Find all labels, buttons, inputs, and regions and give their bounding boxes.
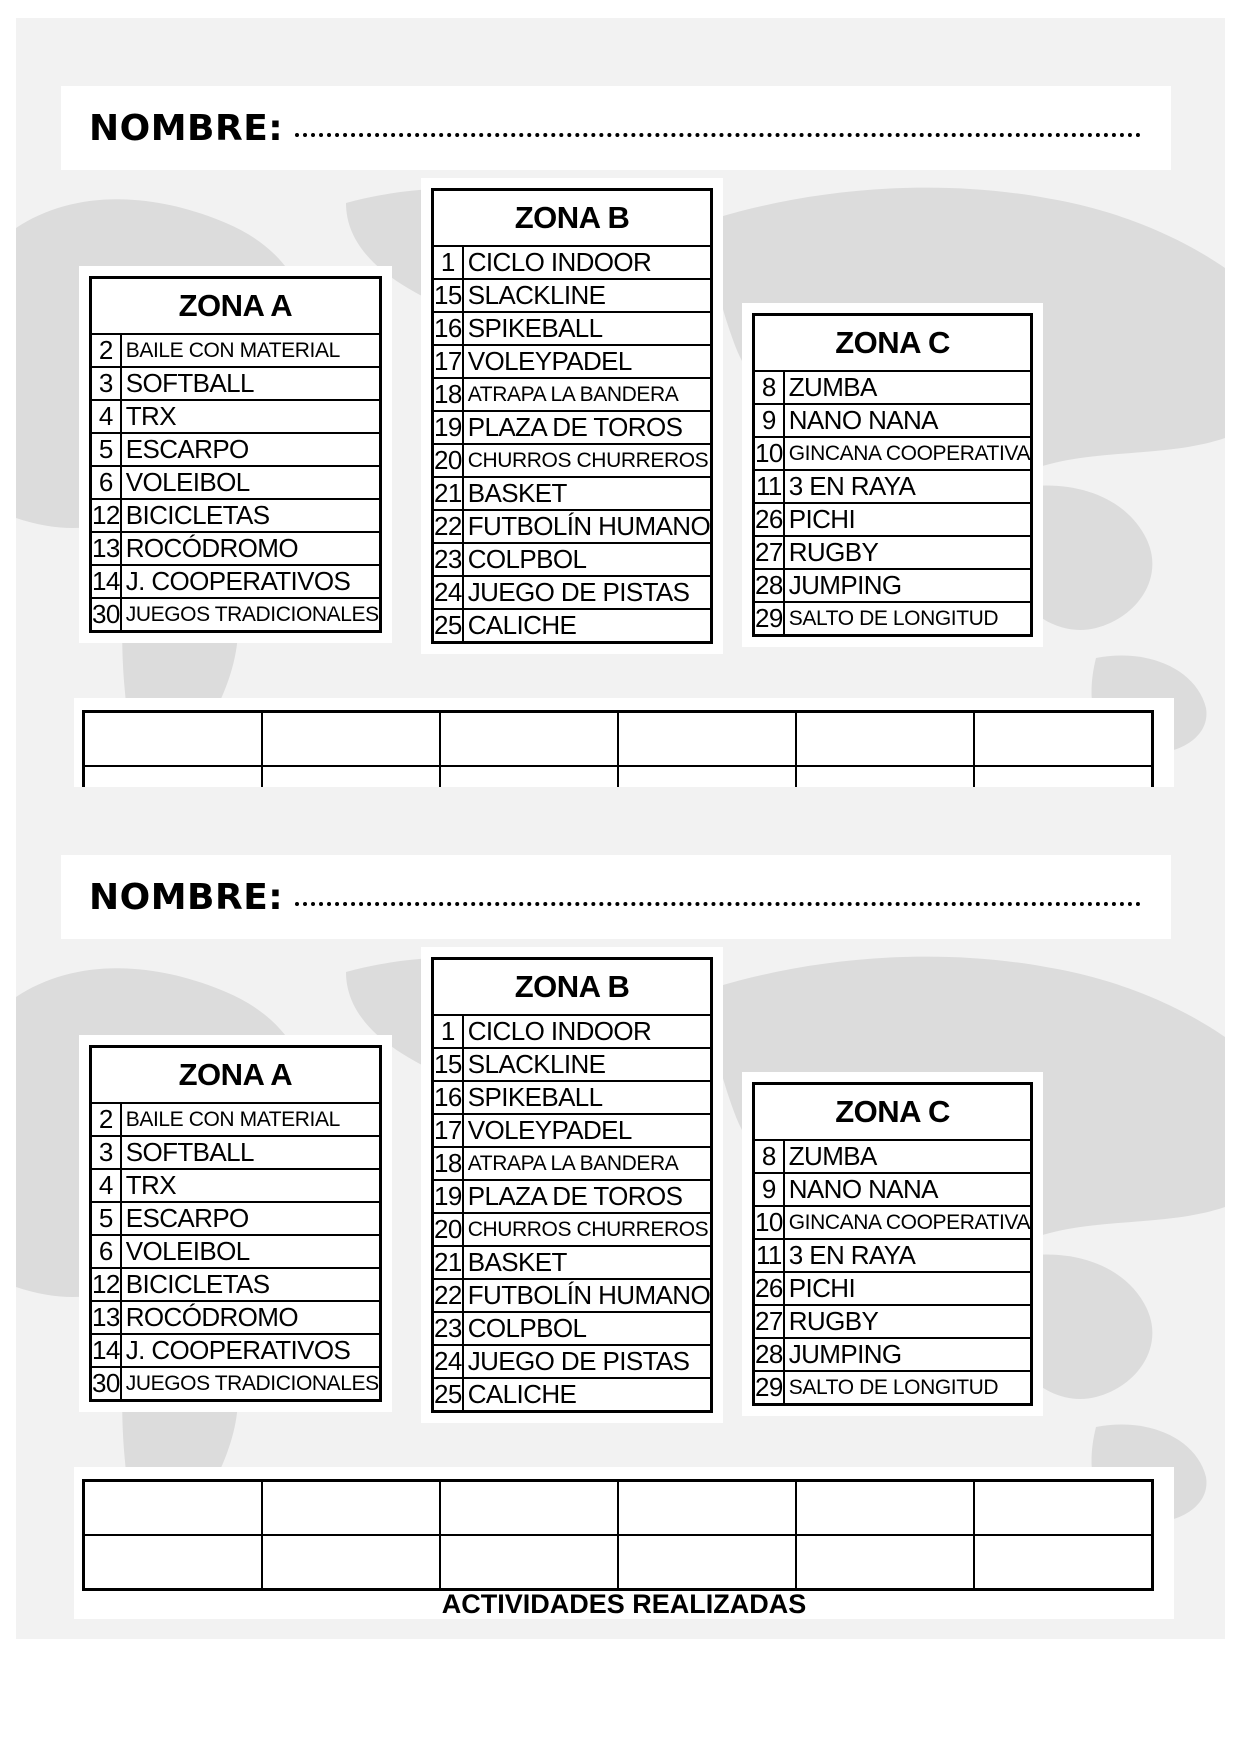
zone-b-table bbox=[431, 188, 713, 644]
name-dotted-line[interactable] bbox=[295, 902, 1141, 906]
zone-c-title: ZONA C bbox=[754, 315, 1032, 372]
activity-name: RUGBY bbox=[784, 536, 1032, 569]
name-label: NOMBRE: bbox=[89, 876, 284, 918]
activity-name: SPIKEBALL bbox=[463, 312, 712, 345]
activity-name: SLACKLINE bbox=[463, 279, 712, 312]
zone-c-table bbox=[752, 1082, 1033, 1406]
activity-name: CHURROS CHURREROS bbox=[463, 444, 712, 477]
activity-number: 24 bbox=[434, 1346, 462, 1376]
zone-row bbox=[91, 1235, 381, 1268]
zone-row bbox=[754, 503, 1032, 536]
activity-number: 10 bbox=[755, 1207, 783, 1237]
activity-name: ZUMBA bbox=[784, 371, 1032, 404]
zone-row bbox=[754, 1305, 1032, 1338]
zone-row bbox=[91, 334, 381, 367]
zone-row bbox=[433, 1081, 712, 1114]
activity-name: ESCARPO bbox=[121, 1202, 381, 1235]
activity-box[interactable] bbox=[796, 1535, 974, 1590]
zone-c-panel bbox=[742, 1072, 1043, 1416]
zone-row bbox=[433, 312, 712, 345]
zone-row bbox=[754, 404, 1032, 437]
activity-number: 2 bbox=[91, 334, 121, 367]
zone-row bbox=[91, 1301, 381, 1334]
activity-name: ATRAPA LA BANDERA bbox=[463, 1147, 712, 1180]
activity-number: 23 bbox=[434, 1313, 462, 1343]
activity-box[interactable] bbox=[796, 712, 974, 767]
name-dotted-line[interactable] bbox=[295, 133, 1141, 137]
activity-box[interactable] bbox=[440, 1481, 618, 1536]
zone-row bbox=[433, 1312, 712, 1345]
activity-number: 11 bbox=[754, 470, 784, 503]
activity-number: 30 bbox=[91, 1367, 121, 1401]
activity-name: JUEGO DE PISTAS bbox=[463, 1345, 712, 1378]
activity-name: VOLEYPADEL bbox=[463, 345, 712, 378]
zone-a-table bbox=[89, 1045, 382, 1402]
zone-row bbox=[433, 1114, 712, 1147]
activity-number: 1 bbox=[433, 1015, 463, 1048]
activity-number: 8 bbox=[754, 371, 784, 404]
activity-number: 21 bbox=[434, 478, 462, 508]
activity-box[interactable] bbox=[974, 1481, 1153, 1536]
activity-box[interactable] bbox=[84, 1481, 263, 1536]
zone-row bbox=[433, 1015, 712, 1048]
activity-number: 25 bbox=[433, 1378, 463, 1412]
zone-row bbox=[91, 466, 381, 499]
name-label: NOMBRE: bbox=[89, 107, 284, 149]
activity-number: 3 bbox=[91, 367, 121, 400]
activity-number: 29 bbox=[754, 1371, 784, 1405]
activity-name: NANO NANA bbox=[784, 404, 1032, 437]
zone-row bbox=[91, 1367, 381, 1401]
activity-name: CALICHE bbox=[463, 609, 712, 643]
zone-row bbox=[433, 1345, 712, 1378]
zone-c-panel bbox=[742, 303, 1043, 647]
activity-name: PICHI bbox=[784, 503, 1032, 536]
activity-name: TRX bbox=[121, 1169, 381, 1202]
zone-row bbox=[433, 444, 712, 477]
activity-name: SALTO DE LONGITUD bbox=[784, 1371, 1032, 1405]
activity-box[interactable] bbox=[262, 712, 440, 767]
zone-row bbox=[433, 1180, 712, 1213]
activity-number: 13 bbox=[92, 1302, 120, 1332]
zone-c-table bbox=[752, 313, 1033, 637]
zone-a-title: ZONA A bbox=[91, 1047, 381, 1104]
activity-number: 19 bbox=[434, 1181, 462, 1211]
activity-number: 18 bbox=[434, 1148, 462, 1178]
activity-number: 26 bbox=[755, 1273, 783, 1303]
zone-row bbox=[91, 1268, 381, 1301]
activity-name: CHURROS CHURREROS bbox=[463, 1213, 712, 1246]
name-band bbox=[61, 86, 1171, 170]
activity-card bbox=[16, 18, 1225, 870]
zone-row bbox=[91, 532, 381, 565]
activity-number: 9 bbox=[754, 404, 784, 437]
activity-name: BICICLETAS bbox=[121, 1268, 381, 1301]
activity-name: COLPBOL bbox=[463, 543, 712, 576]
activity-name: NANO NANA bbox=[784, 1173, 1032, 1206]
zone-row bbox=[754, 1140, 1032, 1173]
activity-number: 16 bbox=[434, 1082, 462, 1112]
activity-name: TRX bbox=[121, 400, 381, 433]
zone-row bbox=[433, 1279, 712, 1312]
zone-row bbox=[91, 598, 381, 632]
activity-name: SOFTBALL bbox=[121, 367, 381, 400]
activity-number: 18 bbox=[434, 379, 462, 409]
activity-number: 14 bbox=[92, 566, 120, 596]
zone-row bbox=[433, 345, 712, 378]
activity-name: BICICLETAS bbox=[121, 499, 381, 532]
activity-name: 3 EN RAYA bbox=[784, 470, 1032, 503]
zone-row bbox=[754, 1239, 1032, 1272]
activity-name: BASKET bbox=[463, 1246, 712, 1279]
activity-number: 4 bbox=[91, 400, 121, 433]
zone-b-title: ZONA B bbox=[433, 190, 712, 247]
zone-row bbox=[754, 536, 1032, 569]
zone-row bbox=[754, 569, 1032, 602]
activity-number: 16 bbox=[434, 313, 462, 343]
activity-number: 23 bbox=[434, 544, 462, 574]
activity-number: 12 bbox=[92, 1269, 120, 1299]
activity-number: 5 bbox=[91, 1202, 121, 1235]
zone-row bbox=[754, 371, 1032, 404]
zone-c-title: ZONA C bbox=[754, 1084, 1032, 1141]
activity-card bbox=[16, 787, 1225, 1639]
activity-number: 19 bbox=[434, 412, 462, 442]
zone-row bbox=[754, 470, 1032, 503]
zone-row bbox=[433, 246, 712, 279]
activity-name: GINCANA COOPERATIVA bbox=[784, 1206, 1032, 1239]
activity-number: 13 bbox=[92, 533, 120, 563]
activity-number: 27 bbox=[755, 537, 783, 567]
activity-box[interactable] bbox=[262, 1535, 440, 1590]
activity-name: VOLEIBOL bbox=[121, 1235, 381, 1268]
activity-name: ROCÓDROMO bbox=[121, 1301, 381, 1334]
activity-name: CALICHE bbox=[463, 1378, 712, 1412]
activity-name: 3 EN RAYA bbox=[784, 1239, 1032, 1272]
zone-a-panel bbox=[79, 1035, 392, 1412]
zone-row bbox=[91, 367, 381, 400]
activity-number: 2 bbox=[91, 1103, 121, 1136]
zone-b-title: ZONA B bbox=[433, 959, 712, 1016]
activity-number: 25 bbox=[433, 609, 463, 643]
zone-a-table bbox=[89, 276, 382, 633]
activity-box[interactable] bbox=[974, 712, 1153, 767]
zone-row bbox=[754, 602, 1032, 636]
activity-name: VOLEIBOL bbox=[121, 466, 381, 499]
activity-number: 11 bbox=[754, 1239, 784, 1272]
zone-row bbox=[91, 1136, 381, 1169]
activity-box[interactable] bbox=[974, 1535, 1153, 1590]
zone-row bbox=[754, 1272, 1032, 1305]
activity-name: SPIKEBALL bbox=[463, 1081, 712, 1114]
activity-box[interactable] bbox=[84, 712, 263, 767]
name-band bbox=[61, 855, 1171, 939]
activity-name: VOLEYPADEL bbox=[463, 1114, 712, 1147]
activity-name: SOFTBALL bbox=[121, 1136, 381, 1169]
activity-number: 22 bbox=[434, 1280, 462, 1310]
activity-name: JUEGO DE PISTAS bbox=[463, 576, 712, 609]
activities-grid bbox=[82, 1479, 1154, 1591]
activity-box[interactable] bbox=[618, 1481, 796, 1536]
activity-number: 9 bbox=[754, 1173, 784, 1206]
activity-name: PLAZA DE TOROS bbox=[463, 1180, 712, 1213]
activity-box[interactable] bbox=[262, 1481, 440, 1536]
activity-name: COLPBOL bbox=[463, 1312, 712, 1345]
zone-row bbox=[754, 1173, 1032, 1206]
activity-name: SLACKLINE bbox=[463, 1048, 712, 1081]
activity-name: RUGBY bbox=[784, 1305, 1032, 1338]
activity-number: 27 bbox=[755, 1306, 783, 1336]
activities-panel bbox=[74, 1467, 1174, 1619]
activity-box[interactable] bbox=[440, 1535, 618, 1590]
zone-row bbox=[433, 1246, 712, 1279]
activity-number: 12 bbox=[92, 500, 120, 530]
zone-row bbox=[433, 477, 712, 510]
activity-name: JUMPING bbox=[784, 1338, 1032, 1371]
activity-number: 20 bbox=[434, 1214, 462, 1244]
zone-row bbox=[91, 1334, 381, 1367]
activity-name: CICLO INDOOR bbox=[463, 246, 712, 279]
activity-number: 14 bbox=[92, 1335, 120, 1365]
zone-row bbox=[91, 1169, 381, 1202]
zone-row bbox=[754, 1338, 1032, 1371]
activity-box[interactable] bbox=[618, 712, 796, 767]
zone-a-panel bbox=[79, 266, 392, 643]
activity-box[interactable] bbox=[84, 1535, 263, 1590]
activity-number: 5 bbox=[91, 433, 121, 466]
activity-name: ROCÓDROMO bbox=[121, 532, 381, 565]
activity-name: JUEGOS TRADICIONALES bbox=[121, 1367, 381, 1401]
zone-row bbox=[433, 510, 712, 543]
activity-name: JUEGOS TRADICIONALES bbox=[121, 598, 381, 632]
activity-number: 28 bbox=[755, 1339, 783, 1369]
activity-number: 30 bbox=[91, 598, 121, 632]
zone-b-panel bbox=[421, 178, 723, 654]
zone-row bbox=[91, 1103, 381, 1136]
zone-row bbox=[754, 437, 1032, 470]
activity-number: 10 bbox=[755, 438, 783, 468]
activity-name: FUTBOLÍN HUMANO bbox=[463, 1279, 712, 1312]
activity-number: 8 bbox=[754, 1140, 784, 1173]
activity-number: 3 bbox=[91, 1136, 121, 1169]
zone-row bbox=[91, 565, 381, 598]
activity-name: BAILE CON MATERIAL bbox=[121, 1103, 381, 1136]
activity-number: 29 bbox=[754, 602, 784, 636]
activity-number: 20 bbox=[434, 445, 462, 475]
activity-name: ATRAPA LA BANDERA bbox=[463, 378, 712, 411]
activity-name: PLAZA DE TOROS bbox=[463, 411, 712, 444]
activity-number: 1 bbox=[433, 246, 463, 279]
zone-row bbox=[433, 609, 712, 643]
zone-row bbox=[91, 1202, 381, 1235]
activity-name: CICLO INDOOR bbox=[463, 1015, 712, 1048]
zone-b-panel bbox=[421, 947, 723, 1423]
zone-row bbox=[433, 1213, 712, 1246]
zone-row bbox=[754, 1371, 1032, 1405]
zone-row bbox=[433, 1048, 712, 1081]
activity-number: 15 bbox=[434, 280, 462, 310]
activity-name: SALTO DE LONGITUD bbox=[784, 602, 1032, 636]
zone-b-table bbox=[431, 957, 713, 1413]
activity-name: GINCANA COOPERATIVA bbox=[784, 437, 1032, 470]
activity-box[interactable] bbox=[796, 1481, 974, 1536]
activity-number: 17 bbox=[434, 1115, 462, 1145]
zone-row bbox=[91, 400, 381, 433]
activity-number: 24 bbox=[434, 577, 462, 607]
activity-box[interactable] bbox=[618, 1535, 796, 1590]
zone-row bbox=[91, 433, 381, 466]
activities-caption: ACTIVIDADES REALIZADAS bbox=[441, 1589, 807, 1619]
activity-number: 26 bbox=[755, 504, 783, 534]
activity-name: BASKET bbox=[463, 477, 712, 510]
activity-name: ESCARPO bbox=[121, 433, 381, 466]
zone-a-title: ZONA A bbox=[91, 278, 381, 335]
zone-row bbox=[433, 378, 712, 411]
activity-number: 21 bbox=[434, 1247, 462, 1277]
activity-number: 6 bbox=[91, 466, 121, 499]
activity-number: 22 bbox=[434, 511, 462, 541]
activity-name: BAILE CON MATERIAL bbox=[121, 334, 381, 367]
zone-row bbox=[91, 499, 381, 532]
activity-name: J. COOPERATIVOS bbox=[121, 565, 381, 598]
zone-row bbox=[433, 279, 712, 312]
activity-number: 15 bbox=[434, 1049, 462, 1079]
activity-number: 28 bbox=[755, 570, 783, 600]
activity-name: PICHI bbox=[784, 1272, 1032, 1305]
zone-row bbox=[433, 543, 712, 576]
activity-name: FUTBOLÍN HUMANO bbox=[463, 510, 712, 543]
activity-box[interactable] bbox=[440, 712, 618, 767]
zone-row bbox=[433, 576, 712, 609]
activity-name: ZUMBA bbox=[784, 1140, 1032, 1173]
activity-number: 17 bbox=[434, 346, 462, 376]
zone-row bbox=[754, 1206, 1032, 1239]
zone-row bbox=[433, 1378, 712, 1412]
zone-row bbox=[433, 411, 712, 444]
activity-number: 6 bbox=[91, 1235, 121, 1268]
activity-name: J. COOPERATIVOS bbox=[121, 1334, 381, 1367]
activity-name: JUMPING bbox=[784, 569, 1032, 602]
zone-row bbox=[433, 1147, 712, 1180]
activity-number: 4 bbox=[91, 1169, 121, 1202]
